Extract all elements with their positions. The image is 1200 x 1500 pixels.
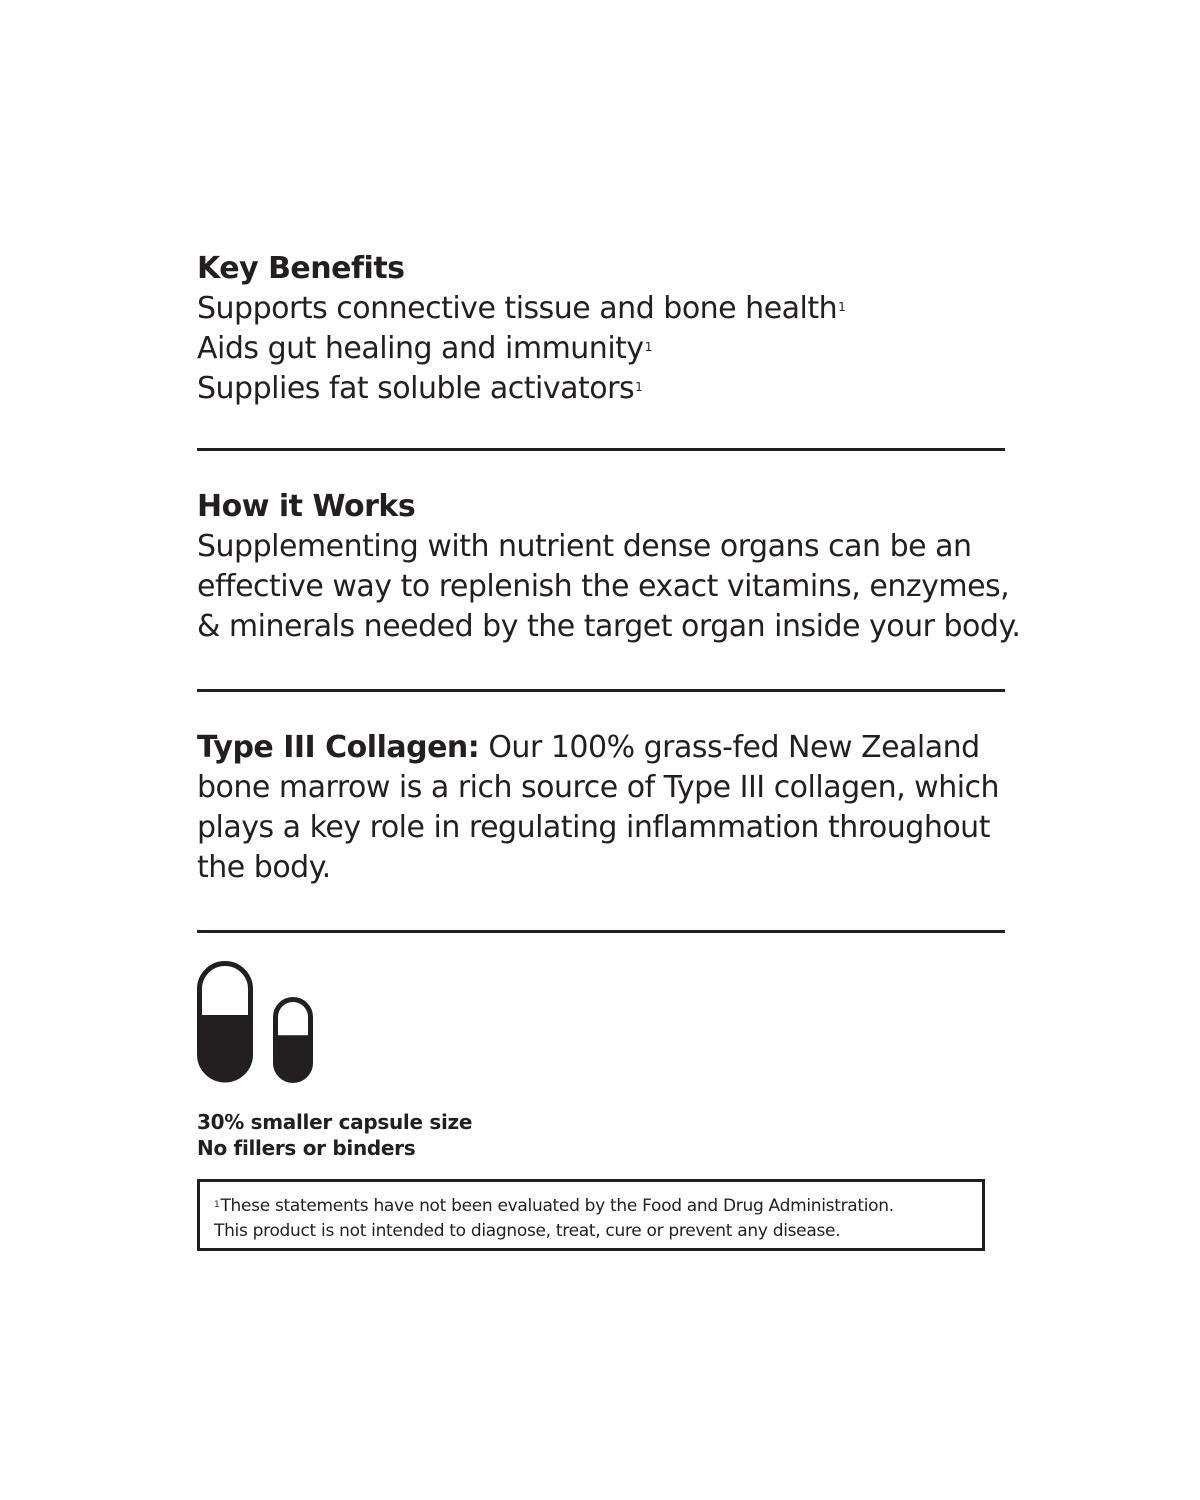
feature-item: No fillers or binders — [197, 1136, 416, 1160]
fda-disclaimer-box — [197, 1179, 985, 1251]
type-iii-collagen-body: Our 100% grass-fed New Zealand bone marrow is a rich source of Type III collagen, which plays a key role in regulating inflammation throughout the body. — [197, 730, 1000, 885]
product-info-panel — [197, 249, 1021, 1251]
key-benefits-section — [197, 249, 1005, 409]
disclaimer-line: $^1$These statements have not been evaluated by the Food and Drug Administration. — [214, 1196, 894, 1216]
capsule-small-icon — [273, 997, 313, 1083]
section-divider — [197, 448, 1005, 451]
benefit-item: Supports connective tissue and bone health$^1$ — [197, 291, 846, 326]
feature-item: 30% smaller capsule size — [197, 1110, 473, 1134]
key-benefits-title: Key Benefits — [197, 251, 405, 286]
type-iii-collagen-text — [197, 728, 1005, 888]
capsule-large-icon — [197, 961, 253, 1083]
disclaimer-line: This product is not intended to diagnose, treat, cure or prevent any disease. — [214, 1221, 841, 1241]
how-it-works-line: & minerals needed by the target organ inside your body. — [197, 609, 1021, 644]
section-divider — [197, 689, 1005, 692]
how-it-works-title: How it Works — [197, 489, 416, 524]
footnote-marker: 1 — [838, 300, 846, 314]
how-it-works-line: Supplementing with nutrient dense organs can be an — [197, 529, 972, 564]
type-iii-collagen-label: Type III Collagen: — [197, 730, 480, 765]
how-it-works-section — [197, 487, 1021, 647]
type-iii-collagen-section — [197, 728, 1005, 888]
footnote-marker: 1 — [644, 340, 652, 354]
capsule-features — [197, 1109, 1005, 1161]
how-it-works-line: effective way to replenish the exact vitamins, enzymes, — [197, 569, 1010, 604]
footnote-marker: 1 — [635, 380, 643, 394]
benefit-item: Supplies fat soluble activators$^1$ — [197, 371, 643, 406]
benefit-item: Aids gut healing and immunity$^1$ — [197, 331, 652, 366]
capsule-size-comparison — [197, 961, 1005, 1083]
section-divider — [197, 930, 1005, 933]
footnote-marker: 1 — [214, 1200, 220, 1210]
